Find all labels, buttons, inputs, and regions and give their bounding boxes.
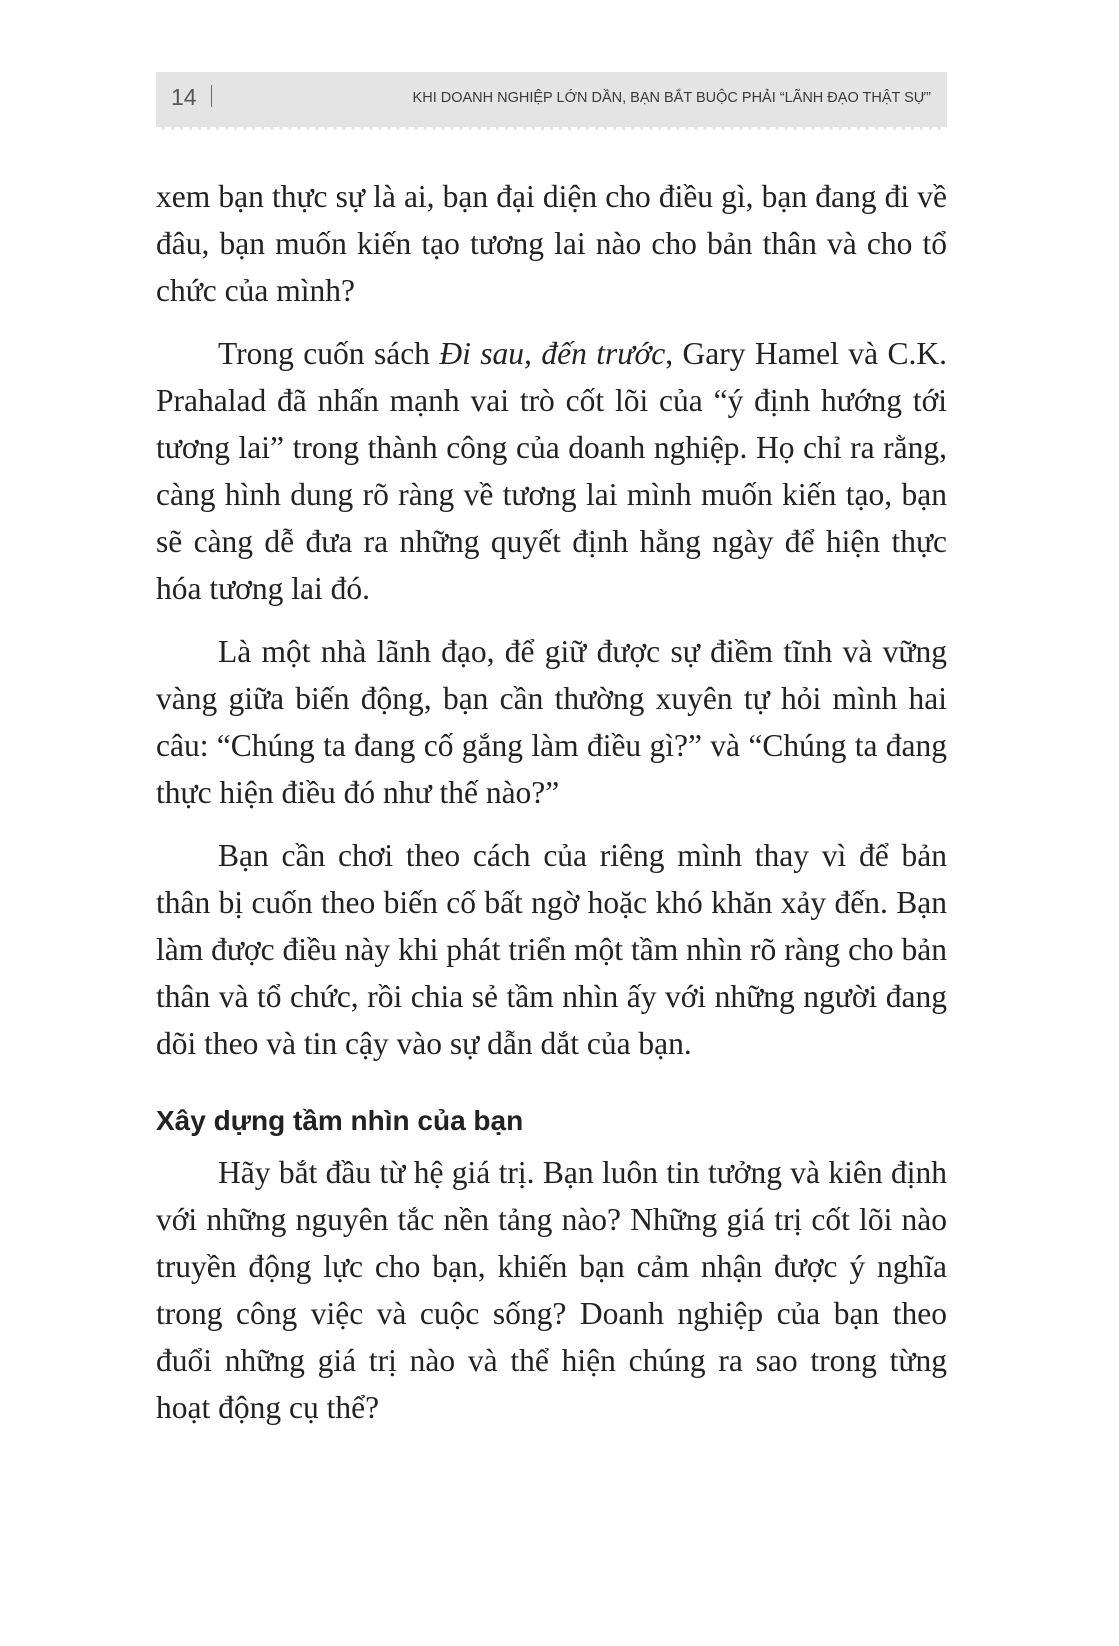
- header-divider: [211, 85, 212, 107]
- paragraph-own-way: Bạn cần chơi theo cách của riêng mình thay vì để bản thân bị cuốn theo biến cố bất ngờ hoặc khó khăn xảy đến. Bạn làm được điều này khi phát triển một tầm nhìn rõ ràng cho bản thân và tổ chức, rồi chia sẻ tầm nhìn ấy với những người đang dõi theo và tin cậy vào sự dẫn dắt của bạn.: [156, 838, 947, 1061]
- book-title: Đi sau, đến trước: [439, 336, 666, 371]
- section-heading: Xây dựng tầm nhìn của bạn: [156, 1105, 524, 1136]
- page-body: [156, 173, 947, 1447]
- page-header: [156, 72, 947, 130]
- page-number: 14: [171, 84, 197, 110]
- paragraph-continued: xem bạn thực sự là ai, bạn đại diện cho điều gì, bạn đang đi về đâu, bạn muốn kiến tạo tương lai nào cho bản thân và cho tổ chức của mình?: [156, 179, 947, 308]
- paragraph-hamel-prahalad: [156, 330, 947, 612]
- paragraph-leader-questions: Là một nhà lãnh đạo, để giữ được sự điềm tĩnh và vững vàng giữa biến động, bạn cần thường xuyên tự hỏi mình hai câu: “Chúng ta đang cố gắng làm điều gì?” và “Chúng ta đang thực hiện điều đó như thế nào?”: [156, 634, 947, 810]
- paragraph-text-start: Trong cuốn sách: [218, 336, 440, 371]
- running-title: KHI DOANH NGHIỆP LỚN DẦN, BẠN BẮT BUỘC PHẢI “LÃNH ĐẠO THẬT SỰ”: [412, 90, 931, 106]
- paragraph-values: Hãy bắt đầu từ hệ giá trị. Bạn luôn tin tưởng và kiên định với những nguyên tắc nền tảng nào? Những giá trị cốt lõi nào truyền động lực cho bạn, khiến bạn cảm nhận được ý nghĩa trong công việc và cuộc sống? Doanh nghiệp của bạn theo đuổi những giá trị nào và thể hiện chúng ra sao trong từng hoạt động cụ thể?: [156, 1155, 947, 1425]
- paragraph-text-rest: , Gary Hamel và C.K. Prahalad đã nhấn mạnh vai trò cốt lõi của “ý định hướng tới tương lai” trong thành công của doanh nghiệp. Họ chỉ ra rằng, càng hình dung rõ ràng về tương lai mình muốn kiến tạo, bạn sẽ càng dễ đưa ra những quyết định hằng ngày để hiện thực hóa tương lai đó.: [156, 336, 947, 606]
